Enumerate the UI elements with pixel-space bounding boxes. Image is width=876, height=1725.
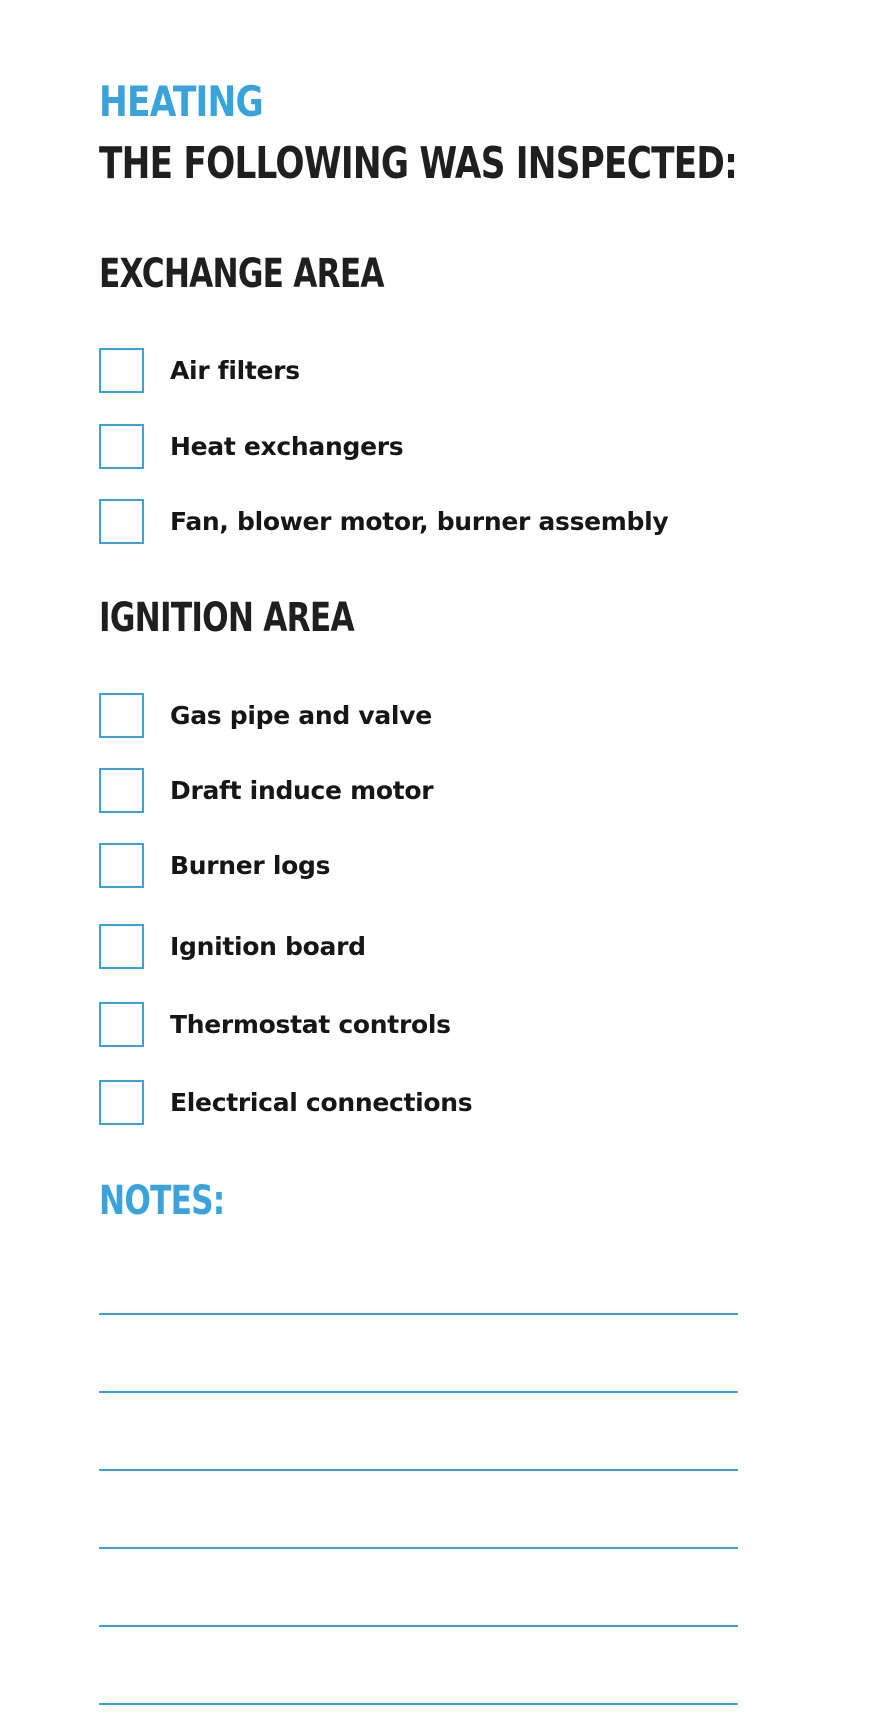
- checklist-item-air-filters[interactable]: [99, 346, 300, 394]
- checklist-item-fan-blower-burner[interactable]: [99, 497, 668, 545]
- section-title-ignition-area: IGNITION AREA: [99, 595, 354, 641]
- checklist-item-heat-exchangers[interactable]: [99, 422, 403, 470]
- category-title: HEATING: [99, 77, 263, 126]
- checklist-item-label: Gas pipe and valve: [170, 700, 432, 730]
- checkbox[interactable]: [99, 1080, 144, 1125]
- checklist-item-label: Air filters: [170, 355, 300, 385]
- notes-line[interactable]: [99, 1625, 738, 1627]
- notes-line[interactable]: [99, 1547, 738, 1549]
- checklist-item-label: Fan, blower motor, burner assembly: [170, 506, 669, 536]
- checklist-item-label: Electrical connections: [170, 1087, 473, 1117]
- checkbox[interactable]: [99, 768, 144, 813]
- notes-line[interactable]: [99, 1469, 738, 1471]
- checklist-item-draft-induce-motor[interactable]: [99, 766, 433, 814]
- checkbox[interactable]: [99, 843, 144, 888]
- checkbox[interactable]: [99, 693, 144, 738]
- checkbox[interactable]: [99, 424, 144, 469]
- checklist-item-gas-pipe-valve[interactable]: [99, 691, 432, 739]
- checklist-item-label: Draft induce motor: [170, 775, 434, 805]
- checklist-item-label: Thermostat controls: [170, 1009, 451, 1039]
- checkbox[interactable]: [99, 348, 144, 393]
- notes-line[interactable]: [99, 1391, 738, 1393]
- checkbox[interactable]: [99, 499, 144, 544]
- checkbox[interactable]: [99, 924, 144, 969]
- checklist-item-label: Heat exchangers: [170, 431, 404, 461]
- checklist-item-label: Ignition board: [170, 931, 366, 961]
- section-title-exchange-area: EXCHANGE AREA: [99, 251, 384, 297]
- checklist-item-thermostat-controls[interactable]: [99, 1000, 451, 1048]
- checklist-item-burner-logs[interactable]: [99, 841, 330, 889]
- checklist-item-ignition-board[interactable]: [99, 922, 366, 970]
- page-subtitle: THE FOLLOWING WAS INSPECTED:: [99, 138, 738, 189]
- checklist-item-electrical-connections[interactable]: [99, 1078, 472, 1126]
- notes-line[interactable]: [99, 1313, 738, 1315]
- checkbox[interactable]: [99, 1002, 144, 1047]
- notes-title: NOTES:: [99, 1178, 225, 1224]
- notes-line[interactable]: [99, 1703, 738, 1705]
- checklist-item-label: Burner logs: [170, 850, 331, 880]
